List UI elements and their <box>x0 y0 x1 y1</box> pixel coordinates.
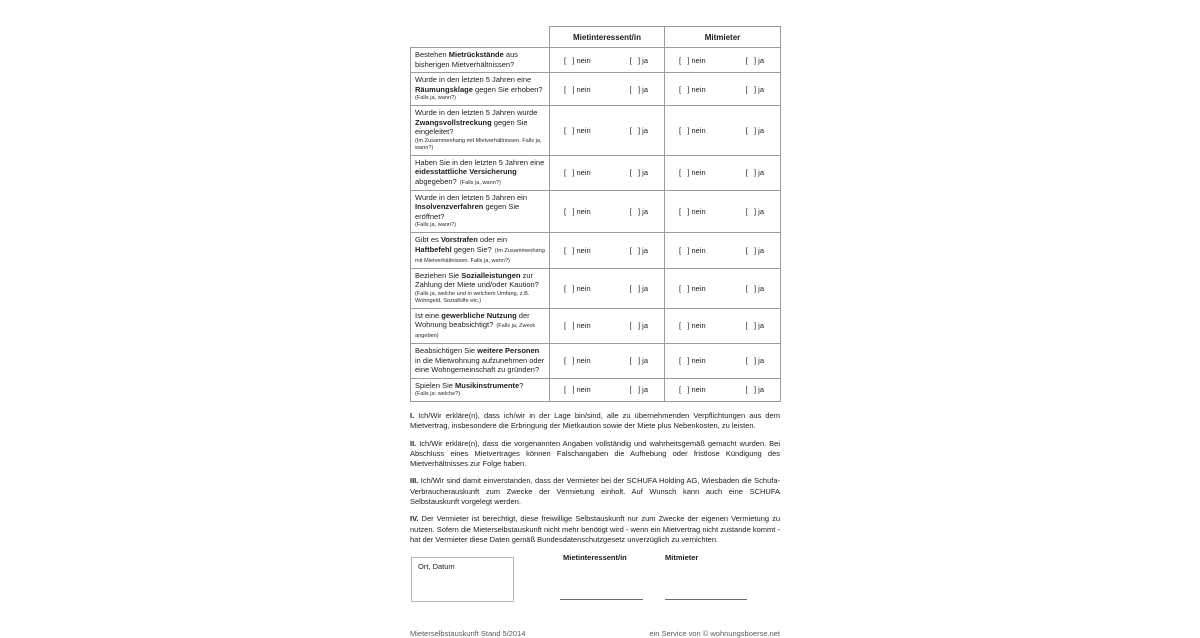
checkbox-ja-mitmieter[interactable]: [ ] ja <box>745 245 764 255</box>
question-text: Ist eine <box>415 310 442 320</box>
checkbox-nein-mietinteressent[interactable]: [ ] nein <box>564 206 591 216</box>
question-note: (Falls ja, welche und in welchem Umfang, z.B. Wohngeld, Sozialhilfe etc.) <box>415 290 530 304</box>
answers-cell-mietinteressent <box>550 190 665 233</box>
checkbox-nein-mitmieter[interactable]: [ ] nein <box>679 206 706 216</box>
answers-cell-mitmieter <box>665 308 781 344</box>
question-keyword: Insolvenzverfahren <box>415 202 484 211</box>
signature-label-mietinteressent: Mietinteressent/in <box>563 553 627 563</box>
question-note: (Falls ja, wann?) <box>415 95 457 101</box>
checkbox-ja-mietinteressent[interactable]: [ ] ja <box>629 55 648 65</box>
question-note: (Falls ja: welche?) <box>415 391 461 397</box>
blank-header-cell <box>411 27 550 48</box>
table-row <box>411 233 781 269</box>
checkbox-nein-mietinteressent[interactable]: [ ] nein <box>564 84 591 94</box>
signature-label-mitmieter: Mitmieter <box>665 553 699 563</box>
declaration-number: III. <box>410 476 421 486</box>
checkbox-nein-mitmieter[interactable]: [ ] nein <box>679 55 706 65</box>
checkbox-ja-mietinteressent[interactable]: [ ] ja <box>629 125 648 135</box>
question-cell <box>411 106 550 156</box>
question-note: (Falls ja, wann?) <box>415 222 457 228</box>
question-keyword: Vorstrafen <box>440 235 478 244</box>
answers-cell-mitmieter <box>665 73 781 106</box>
checkbox-ja-mitmieter[interactable]: [ ] ja <box>745 356 764 366</box>
question-text: Wurde in den letzten 5 Jahren ein <box>415 192 528 202</box>
answer-options <box>564 207 648 216</box>
declaration-number: I. <box>410 411 419 420</box>
answer-options <box>679 356 764 365</box>
question-text: Wurde in den letzten 5 Jahren wurde <box>415 108 538 117</box>
question-note: (Im Zusammenhang mit Mietverhältnissen. Falls ja, wann?) <box>415 247 545 264</box>
question-keyword: Sozialleistungen <box>461 270 521 280</box>
signature-section <box>410 552 780 629</box>
checkbox-nein-mietinteressent[interactable]: [ ] nein <box>564 168 591 177</box>
answers-cell-mietinteressent <box>550 233 665 269</box>
question-keyword: eidesstattliche Versicherung <box>415 167 517 176</box>
checkbox-nein-mietinteressent[interactable]: [ ] nein <box>564 245 591 255</box>
checkbox-nein-mietinteressent[interactable]: [ ] nein <box>564 283 591 293</box>
answer-options <box>564 385 648 394</box>
question-note: (Falls ja, wann?) <box>459 179 501 186</box>
answers-cell-mitmieter <box>665 155 781 190</box>
declaration-number: IV. <box>410 514 422 524</box>
question-keyword: Räumungsklage <box>415 84 473 94</box>
answers-cell-mietinteressent <box>550 378 665 402</box>
checkbox-ja-mietinteressent[interactable]: [ ] ja <box>629 283 648 293</box>
question-text: Beabsichtigen Sie <box>415 346 478 355</box>
answers-cell-mitmieter <box>665 233 781 269</box>
answer-options <box>679 321 764 330</box>
answers-cell-mitmieter <box>665 48 781 73</box>
table-row <box>411 190 781 233</box>
answer-options <box>679 85 764 94</box>
footer-version-text: Mieterselbstauskunft Stand 5/2014 <box>410 629 526 638</box>
checkbox-nein-mitmieter[interactable]: [ ] nein <box>679 321 706 331</box>
question-cell <box>411 190 550 233</box>
checkbox-ja-mietinteressent[interactable]: [ ] ja <box>629 356 648 366</box>
question-cell <box>411 308 550 344</box>
question-cell <box>411 155 550 190</box>
answer-options <box>679 56 764 65</box>
answers-cell-mitmieter <box>665 378 781 402</box>
answers-cell-mietinteressent <box>550 344 665 379</box>
answer-options <box>564 356 648 365</box>
answers-cell-mietinteressent <box>550 268 665 308</box>
answer-options <box>564 126 648 135</box>
table-row <box>411 268 781 308</box>
question-keyword: gewerbliche Nutzung <box>441 310 517 320</box>
checkbox-ja-mietinteressent[interactable]: [ ] ja <box>629 321 648 331</box>
checkbox-nein-mitmieter[interactable]: [ ] nein <box>679 168 706 177</box>
answer-options <box>564 168 648 177</box>
checkbox-nein-mitmieter[interactable]: [ ] nein <box>679 385 706 395</box>
answer-options <box>679 284 764 293</box>
answers-cell-mitmieter <box>665 344 781 379</box>
ort-datum-label: Ort, Datum <box>418 562 455 572</box>
checkbox-ja-mitmieter[interactable]: [ ] ja <box>745 55 764 65</box>
question-text: ? <box>519 380 524 390</box>
question-note: (Falls ja, Zweck angeben) <box>415 323 536 339</box>
question-text: zur Zahlung der Miete und/oder Kaution? <box>415 270 539 289</box>
answer-options <box>679 207 764 216</box>
checkbox-nein-mietinteressent[interactable]: [ ] nein <box>564 125 591 135</box>
mieterselbstauskunft-form <box>410 26 780 638</box>
checkbox-ja-mitmieter[interactable]: [ ] ja <box>745 385 764 395</box>
answer-options <box>564 321 648 330</box>
question-text: Gibt es <box>415 235 441 244</box>
answer-options <box>564 284 648 293</box>
checkbox-nein-mietinteressent[interactable]: [ ] nein <box>564 321 591 331</box>
declaration-paragraph: I. Ich/Wir erkläre(n), dass ich/wir in der Lage bin/sind, alle zu übernehmenden Verpflichtungen aus dem Mietvertrag, insbesondere die Erbringung der Mietkaution sowie der Miete plus Nebenkosten, zu leisten. <box>410 411 780 431</box>
answers-cell-mitmieter <box>665 268 781 308</box>
checkbox-ja-mitmieter[interactable]: [ ] ja <box>745 321 764 331</box>
answer-options <box>679 246 764 255</box>
checkbox-ja-mitmieter[interactable]: [ ] ja <box>745 283 764 293</box>
question-cell <box>411 73 550 106</box>
checkbox-nein-mietinteressent[interactable]: [ ] nein <box>564 55 591 65</box>
checkbox-ja-mietinteressent[interactable]: [ ] ja <box>629 206 648 216</box>
question-text: abgegeben? <box>415 176 459 186</box>
question-cell <box>411 344 550 379</box>
answer-options <box>679 168 764 177</box>
question-text: Bestehen <box>415 50 449 59</box>
signature-line-mietinteressent[interactable] <box>560 599 643 600</box>
question-text: Wurde in den letzten 5 Jahren eine <box>415 75 532 84</box>
checkbox-ja-mitmieter[interactable]: [ ] ja <box>745 206 764 216</box>
question-text: gegen Sie eröffnet? <box>415 202 520 221</box>
question-text: gegen Sie eingeleitet? <box>415 117 528 136</box>
question-text: Haben Sie in den letzten 5 Jahren eine <box>415 157 545 167</box>
table-row <box>411 308 781 344</box>
table-row <box>411 106 781 156</box>
question-keyword: Haftbefehl <box>415 244 452 254</box>
question-text: Spielen Sie <box>415 380 456 390</box>
question-text: der Wohnung beabsichtigt? <box>415 310 530 329</box>
table-row <box>411 378 781 402</box>
ort-datum-box[interactable] <box>411 557 514 602</box>
question-keyword: Mietrückstände <box>448 50 504 59</box>
declarations-section <box>410 411 780 545</box>
declaration-paragraph: II. Ich/Wir erkläre(n), dass die vorgenannten Angaben vollständig und wahrheitsgemäß gemacht wurden. Bei Abschluss eines Mietvertrages können Falschangaben die Aufhebung oder fristlose Kündigung des Mietverhältnisses zur Folge haben. <box>410 438 780 469</box>
question-text: gegen Sie erhoben? <box>472 84 543 94</box>
question-cell <box>411 233 550 269</box>
checkbox-ja-mietinteressent[interactable]: [ ] ja <box>629 385 648 395</box>
answers-cell-mitmieter <box>665 190 781 233</box>
column-header-mietinteressent: Mietinteressent/in <box>550 27 665 48</box>
question-keyword: Musikinstrumente <box>455 380 520 390</box>
question-note: (Im Zusammenhang mit Mietverhältnissen. Falls ja, wann?) <box>415 137 542 151</box>
answer-options <box>564 85 648 94</box>
footer-service-text: ein Service von © wohnungsboerse.net <box>649 629 780 638</box>
declaration-number: II. <box>410 438 420 448</box>
table-row <box>411 344 781 379</box>
answer-options <box>679 126 764 135</box>
table-row <box>411 48 781 73</box>
answers-cell-mietinteressent <box>550 155 665 190</box>
declaration-paragraph: IV. Der Vermieter ist berechtigt, diese freiwillige Selbstauskunft nur zum Zwecke der eigenen Vermietung zu nutzen. Sofern die Mieterselbstauskunft nicht mehr benötigt wird - wenn ein Mietvertrag nicht zustande kommt - hat der Vermieter diese Daten gemäß Bundesdatenschutzgesetz unverzüglich zu vernichten. <box>410 514 780 544</box>
question-text: in die Mietwohnung aufzunehmen oder eine Wohngemeinschaft zu gründen? <box>415 355 545 374</box>
question-text: gegen Sie? <box>451 244 494 254</box>
answer-options <box>679 385 764 394</box>
signature-line-mitmieter[interactable] <box>665 599 747 600</box>
page-footer <box>410 629 780 638</box>
checkbox-ja-mitmieter[interactable]: [ ] ja <box>745 84 764 94</box>
question-text: oder ein <box>477 235 507 244</box>
table-row <box>411 73 781 106</box>
table-header-row <box>411 27 781 48</box>
question-keyword: Zwangsvollstreckung <box>415 117 492 127</box>
checkbox-nein-mitmieter[interactable]: [ ] nein <box>679 356 706 366</box>
answers-cell-mitmieter <box>665 106 781 156</box>
answer-options <box>564 246 648 255</box>
question-text: aus bisherigen Mietverhältnissen? <box>415 50 518 69</box>
checkbox-nein-mitmieter[interactable]: [ ] nein <box>679 84 706 94</box>
answers-cell-mietinteressent <box>550 48 665 73</box>
checkbox-ja-mitmieter[interactable]: [ ] ja <box>745 125 764 135</box>
self-disclosure-table <box>410 26 781 402</box>
question-cell <box>411 48 550 73</box>
question-cell <box>411 378 550 402</box>
question-keyword: weitere Personen <box>477 346 540 355</box>
checkbox-ja-mietinteressent[interactable]: [ ] ja <box>629 168 648 177</box>
checkbox-ja-mietinteressent[interactable]: [ ] ja <box>629 84 648 94</box>
question-text: Beziehen Sie <box>415 270 462 280</box>
answer-options <box>564 56 648 65</box>
table-row <box>411 155 781 190</box>
answers-cell-mietinteressent <box>550 308 665 344</box>
checkbox-nein-mietinteressent[interactable]: [ ] nein <box>564 385 591 395</box>
answers-cell-mietinteressent <box>550 73 665 106</box>
checkbox-ja-mietinteressent[interactable]: [ ] ja <box>629 245 648 255</box>
column-header-mitmieter: Mitmieter <box>665 27 781 48</box>
checkbox-nein-mitmieter[interactable]: [ ] nein <box>679 283 706 293</box>
checkbox-nein-mitmieter[interactable]: [ ] nein <box>679 245 706 255</box>
declaration-paragraph: III. Ich/Wir sind damit einverstanden, dass der Vermieter bei der SCHUFA Holding AG, Wiesbaden die Schufa-Verbraucherauskunft zum Zwecke der Vermietung einholt. Auf Wunsch kann auch eine SCHUFA Selbstauskunft vorgelegt werden. <box>410 476 780 507</box>
answers-cell-mietinteressent <box>550 106 665 156</box>
checkbox-ja-mitmieter[interactable]: [ ] ja <box>745 168 764 177</box>
checkbox-nein-mietinteressent[interactable]: [ ] nein <box>564 356 591 366</box>
checkbox-nein-mitmieter[interactable]: [ ] nein <box>679 125 706 135</box>
question-cell <box>411 268 550 308</box>
